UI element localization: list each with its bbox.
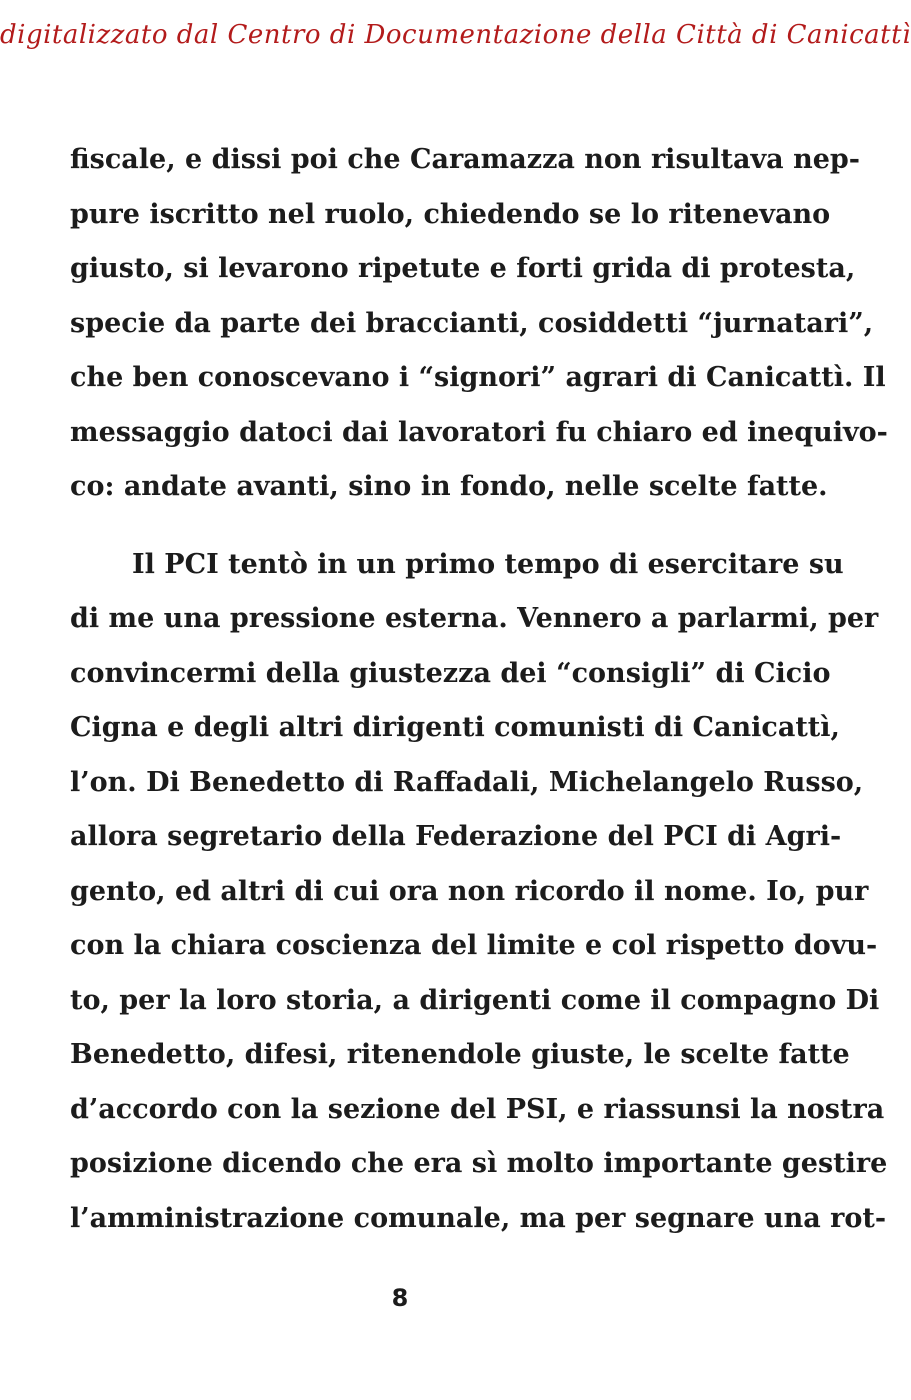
text-line: co: andate avanti, sino in fondo, nelle scelte fatte. (70, 471, 828, 502)
text-line: Benedetto, difesi, ritenendole giuste, le scelte fatte (70, 1039, 850, 1070)
digitization-watermark: digitalizzato dal Centro di Documentazione della Città di Canicattì (0, 20, 911, 50)
text-line: l’amministrazione comunale, ma per segnare una rot- (70, 1202, 887, 1234)
text-line: specie da parte dei braccianti, cosiddetti “jurnatari”, (70, 307, 874, 339)
text-line: Cigna e degli altri dirigenti comunisti di Canicattì, (70, 712, 840, 743)
text-line: to, per la loro storia, a dirigenti come il compagno Di (70, 984, 880, 1016)
text-line: fiscale, e dissi poi che Caramazza non risultava nep- (70, 144, 860, 175)
text-line: convincermi della giustezza dei “consigli” di Cicio (70, 657, 831, 689)
text-line: con la chiara coscienza del limite e col rispetto dovu- (70, 930, 878, 961)
text-line: messaggio datoci dai lavoratori fu chiaro ed inequivo- (70, 416, 888, 448)
text-line: di me una pressione esterna. Vennero a parlarmi, per (70, 603, 879, 634)
page-number: 8 (391, 1284, 409, 1312)
text-line: allora segretario della Federazione del PCI di Agri- (70, 821, 842, 852)
text-line: giusto, si levarono ripetute e forti grida di protesta, (70, 253, 856, 284)
text-line: l’on. Di Benedetto di Raffadali, Michelangelo Russo, (70, 766, 864, 798)
paragraph-2 (70, 538, 888, 1247)
text-line: posizione dicendo che era sì molto importante gestire (70, 1148, 888, 1179)
paragraph-spacer (70, 515, 732, 538)
text-line: che ben conoscevano i “signori” agrari di Canicattì. Il (70, 362, 886, 393)
text-line: Il PCI tentò in un primo tempo di esercitare su (132, 548, 844, 580)
body-text (70, 133, 888, 1246)
paragraph-1 (70, 133, 888, 515)
text-line: d’accordo con la sezione del PSI, e riassunsi la nostra (70, 1093, 885, 1125)
text-line: gento, ed altri di cui ora non ricordo il nome. Io, pur (70, 875, 869, 907)
text-line: pure iscritto nel ruolo, chiedendo se lo ritenevano (70, 198, 831, 230)
